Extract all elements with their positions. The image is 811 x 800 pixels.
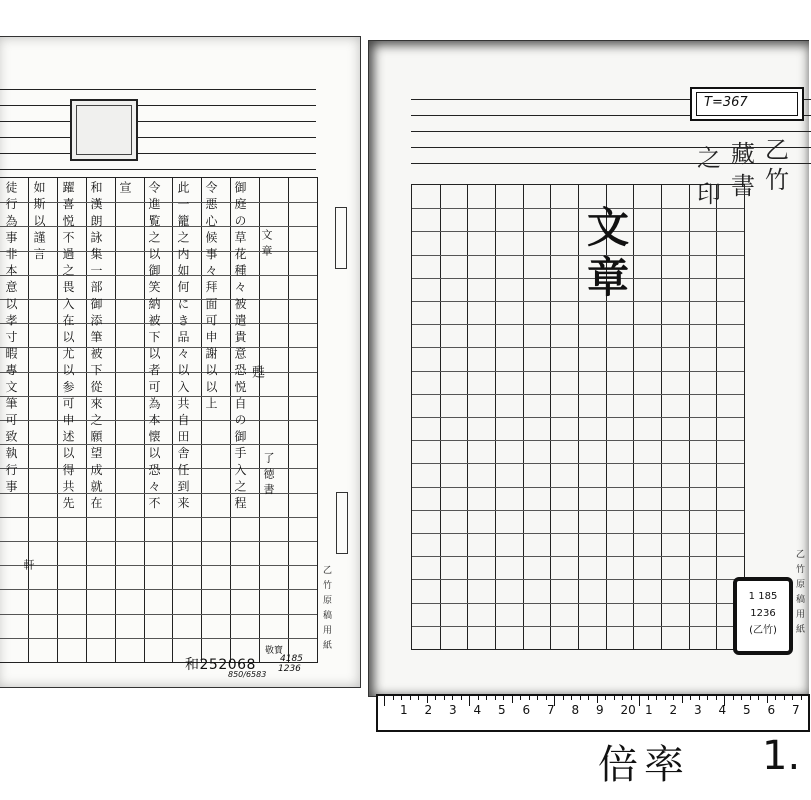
ruler-tick (784, 696, 785, 700)
ruler-number: 2 (424, 703, 433, 717)
ruler-tick (486, 696, 487, 700)
manuscript-text-column: 和漢朗詠集一部御添筆被下從來之願望成就在 (89, 181, 103, 513)
ruler-tick (444, 696, 445, 700)
ruler-tick (605, 696, 606, 700)
grid-row-line (0, 541, 317, 542)
ruler-tick (597, 696, 598, 703)
grid-row-line (0, 638, 317, 639)
grid-row-line (412, 347, 744, 348)
catalog-number: T=367 (704, 95, 748, 110)
ruler-tick (648, 696, 649, 700)
grid-row-line (412, 417, 744, 418)
ruler-tick (393, 696, 394, 700)
accession-owner: (乙竹) (749, 625, 777, 636)
ruler-number: 1 (645, 703, 653, 717)
ruler-tick (529, 696, 530, 700)
measurement-ruler (376, 694, 810, 732)
manuscript-heading: 文章 (260, 229, 273, 261)
ruler-tick (546, 696, 547, 700)
grid-row-line (412, 394, 744, 395)
seal-character: 印 (697, 180, 721, 208)
grid-row-line (412, 324, 744, 325)
magnification-value: 1. (762, 733, 801, 779)
margin-correction: 甦 (249, 365, 264, 383)
left-manuscript-page (0, 36, 361, 688)
ruler-tick (571, 696, 572, 700)
ruler-tick (716, 696, 717, 700)
ruler-tick (563, 696, 564, 700)
manuscript-text-column: 宣 (118, 181, 132, 198)
ruler-tick (673, 696, 674, 700)
ruler-tick (792, 696, 793, 700)
seal-character: 書 (731, 172, 755, 200)
header-rule (0, 137, 316, 138)
ruler-tick (435, 696, 436, 700)
ruler-tick (733, 696, 734, 700)
grid-row-line (412, 510, 744, 511)
grid-row-line (412, 487, 744, 488)
pencil-note: 4185 (280, 654, 303, 664)
seal-character: 竹 (765, 166, 789, 194)
ruler-tick (427, 696, 428, 703)
header-rule (0, 169, 316, 170)
grid-row-line (0, 517, 317, 518)
grid-row-line (0, 589, 317, 590)
grid-row-line (412, 463, 744, 464)
ruler-tick (639, 696, 640, 706)
grid-row-line (412, 440, 744, 441)
paper-label: 乙竹原稿用紙 (321, 565, 331, 655)
grid-row-line (412, 556, 744, 557)
magnification-label: 倍率 (598, 742, 690, 788)
header-rule (0, 89, 316, 90)
ruler-tick (461, 696, 462, 700)
manuscript-text-column: 此一籠之内如何にき品々以入共自田舎任到来 (176, 181, 190, 513)
manuscript-text-column: 躍喜悦不過之畏入在以尤以参可申述以得共先 (61, 181, 75, 513)
ruler-tick (801, 696, 802, 700)
ruler-number: 5 (743, 703, 751, 717)
ruler-number: 3 (449, 703, 457, 717)
ruler-tick (631, 696, 632, 700)
ruler-tick (418, 696, 419, 700)
ruler-number: 9 (596, 703, 604, 717)
manuscript-text-column: 令進覧之以御笑納被下以者可為本懐以恐々不 (147, 181, 161, 513)
ruler-tick (767, 696, 768, 703)
ruler-tick (503, 696, 504, 700)
grid-row-line (0, 614, 317, 615)
registration-stamp-number: 和252068 (185, 657, 256, 673)
margin-correction: 軒 (22, 559, 35, 575)
ruler-number: 2 (669, 703, 678, 717)
ruler-tick (622, 696, 623, 700)
document-title: 文章 (581, 205, 630, 305)
ruler-tick (588, 696, 589, 700)
ruler-tick (469, 696, 470, 706)
grid-row-line (412, 626, 744, 627)
header-rule (0, 121, 316, 122)
pencil-note: 1236 (278, 664, 301, 674)
grid-row-line (412, 533, 744, 534)
ruler-number: 7 (547, 703, 555, 717)
seal-character: 乙 (765, 136, 789, 164)
ruler-tick (614, 696, 615, 700)
ruler-tick (699, 696, 700, 700)
ruler-tick (741, 696, 742, 700)
ruler-tick (682, 696, 683, 703)
ruler-tick (495, 696, 496, 700)
catalog-number-label (690, 87, 804, 121)
ruler-number: 1 (400, 703, 408, 717)
ruler-number: 4 (473, 703, 482, 717)
header-rule (0, 153, 316, 154)
accession-seal (733, 577, 793, 655)
grid-row-line (412, 371, 744, 372)
pencil-note: 敬寶 (265, 646, 284, 656)
ruler-tick (478, 696, 479, 700)
manuscript-author: 了徳書 (262, 452, 275, 499)
manuscript-text-column: 令悪心候事々拜面可申謝以以上 (204, 181, 218, 414)
seal-character: 藏 (731, 140, 755, 168)
ruler-tick (665, 696, 666, 700)
manuscript-text-column: 如斯以謹言 (32, 181, 46, 264)
ruler-number: 6 (767, 703, 776, 717)
ruler-number: 20 (620, 703, 636, 717)
seal-character: 之 (697, 144, 721, 172)
ruler-number: 8 (571, 703, 580, 717)
manuscript-text-column: 御庭の草花種々被遣貴意恐悦自の御手入之程 (233, 181, 247, 513)
ruler-number: 3 (694, 703, 702, 717)
manuscript-text-column: 徒行為事非本意以孝寸暇專文筆可致執行事 (4, 181, 18, 497)
ruler-tick (775, 696, 776, 700)
ruler-tick (690, 696, 691, 700)
ruler-number: 4 (718, 703, 727, 717)
grid-row-line (0, 565, 317, 566)
binding-mark (336, 492, 348, 554)
pencil-note: 850/6583 (228, 670, 267, 679)
ruler-tick (656, 696, 657, 700)
collector-seal (695, 130, 795, 225)
accession-number: 1 185 (748, 591, 778, 602)
ruler-tick (401, 696, 402, 700)
ruler-tick (758, 696, 759, 700)
header-rule (0, 105, 316, 106)
ruler-number: 5 (498, 703, 506, 717)
ruler-tick (580, 696, 581, 700)
paper-label: 乙竹原稿用紙 (794, 549, 804, 639)
ruler-number: 6 (522, 703, 531, 717)
ruler-tick (707, 696, 708, 700)
ruler-tick (537, 696, 538, 700)
ruler-tick (750, 696, 751, 700)
ruler-tick (410, 696, 411, 700)
ruler-tick (452, 696, 453, 700)
ruler-tick (384, 696, 385, 706)
ruler-tick (520, 696, 521, 700)
grid-row-line (412, 603, 744, 604)
ruler-number: 7 (792, 703, 800, 717)
binding-mark (335, 207, 347, 269)
accession-number: 1236 (750, 608, 776, 619)
ruler-tick (512, 696, 513, 703)
grid-row-line (412, 579, 744, 580)
library-seal-stamp (70, 99, 138, 161)
